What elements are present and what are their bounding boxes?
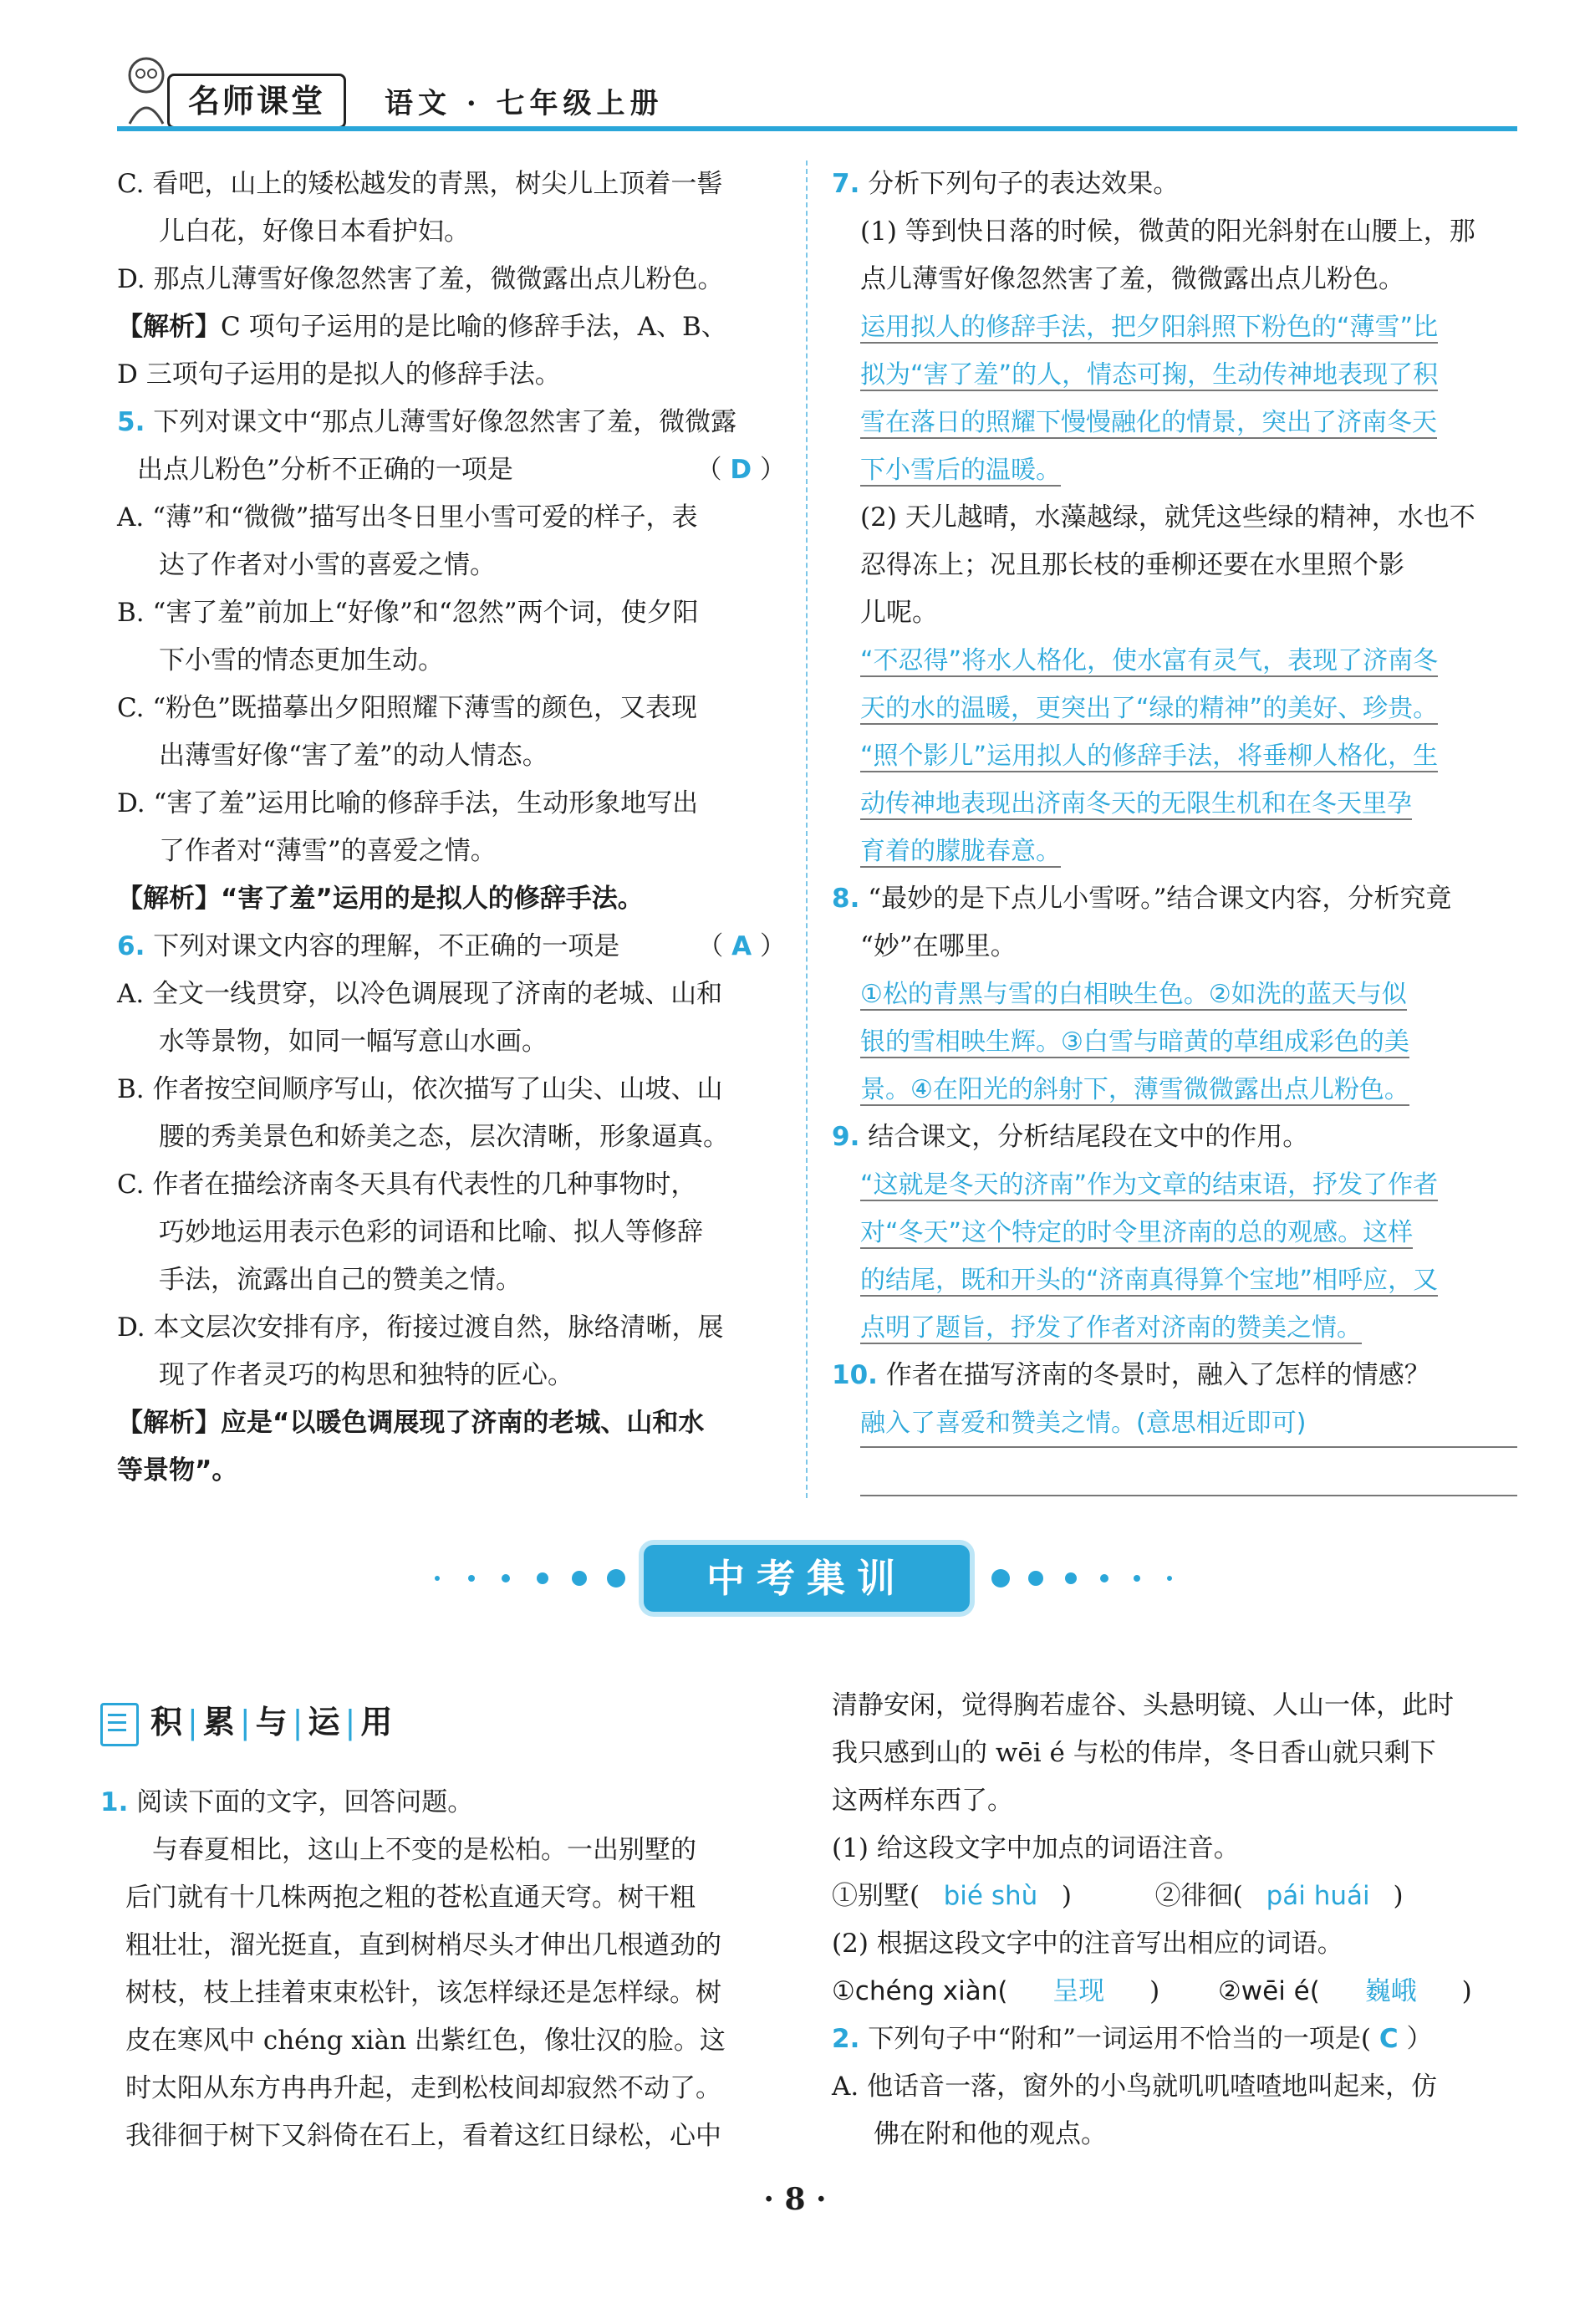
passage-line: 我只感到山的 wēi é 与松的伟岸，冬日香山就只剩下 bbox=[832, 1738, 1436, 1768]
answer-weie: 巍峨 bbox=[1364, 1976, 1417, 2006]
sub-question-2-answers: ①chéng xiàn( 呈现 ) ②wēi é( 巍峨 ) bbox=[832, 1968, 1517, 2016]
answer-paihuai: pái huái bbox=[1266, 1881, 1370, 1911]
banner-dot bbox=[607, 1569, 625, 1588]
banner-dot bbox=[991, 1569, 1010, 1588]
answer-line: “这就是冬天的济南”作为文章的结束语，抒发了作者 bbox=[860, 1170, 1439, 1200]
reading-passage-cont bbox=[832, 1682, 1517, 1825]
q6-answer: A bbox=[731, 931, 752, 961]
banner-title: 中考集训 bbox=[644, 1545, 970, 1612]
q7-answer2 bbox=[832, 637, 1517, 875]
answer-line: “照个影儿”运用拟人的修辞手法，将垂柳人格化，生 bbox=[860, 742, 1439, 771]
q7-sentence1: (1) 等到快日落的时候，微黄的阳光斜射在山腰上，那 bbox=[860, 217, 1475, 247]
answer-chengxian: 呈现 bbox=[1052, 1976, 1105, 2006]
q5-option-c-cont: 出薄雪好像“害了羞”的动人情态。 bbox=[159, 741, 548, 771]
answer-line: 拟为“害了羞”的人，情态可掬，生动传神地表现了积 bbox=[860, 360, 1439, 390]
answer-line: 育着的朦胧春意。 bbox=[860, 837, 1061, 866]
q10-stem: 10. 作者在描写济南的冬景时，融入了怎样的情感？ bbox=[832, 1360, 1430, 1390]
column-divider bbox=[806, 161, 808, 1498]
banner-dot bbox=[502, 1574, 510, 1582]
banner-dot bbox=[1167, 1576, 1172, 1581]
answer-line: ①松的青黑与雪的白相映生色。②如洗的蓝天与似 bbox=[860, 980, 1407, 1009]
q9-stem: 9. 结合课文，分析结尾段在文中的作用。 bbox=[832, 1122, 1309, 1152]
q10-answer-area bbox=[832, 1399, 1517, 1496]
q9-answer bbox=[832, 1161, 1517, 1352]
q7-stem: 7. 分析下列句子的表达效果。 bbox=[832, 169, 1180, 199]
answer-line: 天的水的温暖，更突出了“绿的精神”的美好、珍贵。 bbox=[860, 694, 1439, 723]
banner-dot bbox=[435, 1576, 440, 1581]
q2-option-a: A. 他话音一落，窗外的小鸟就叽叽喳喳地叫起来，仿 bbox=[832, 2072, 1438, 2102]
section-banner bbox=[0, 1538, 1590, 1630]
q8-answer bbox=[832, 971, 1517, 1114]
q6-option-a: A. 全文一线贯穿，以冷色调展现了济南的老城、山和 bbox=[117, 979, 723, 1009]
banner-dot bbox=[1100, 1574, 1108, 1582]
q7-sentence2-cont1: 忍得冻上；况且那长枝的垂柳还要在水里照个影 bbox=[860, 550, 1404, 580]
page-number: · 8 · bbox=[763, 2182, 827, 2217]
q4-analysis-cont: D 三项句子运用的是拟人的修辞手法。 bbox=[117, 359, 561, 390]
passage-line: 我徘徊于树下又斜倚在石上，看着这红日绿松，心中 bbox=[125, 2121, 721, 2151]
section-heading: 积 | 累 | 与 | 运 | 用 bbox=[100, 1697, 392, 1747]
q8-stem: 8. “最妙的是下点儿小雪呀。”结合课文内容，分析究竟 bbox=[832, 884, 1452, 914]
answer-line: 银的雪相映生辉。③白雪与暗黄的草组成彩色的美 bbox=[860, 1027, 1409, 1057]
q4-option-c-cont: 儿白花，好像日本看护妇。 bbox=[159, 217, 470, 247]
q10-blank-line bbox=[860, 1448, 1517, 1496]
answer-line: 点明了题旨，抒发了作者对济南的赞美之情。 bbox=[860, 1313, 1362, 1343]
passage-line: 后门就有十几株两抱之粗的苍松直通天穹。树干粗 bbox=[125, 1883, 696, 1913]
notebook-icon bbox=[100, 1703, 139, 1746]
q6-option-d: D. 本文层次安排有序，衔接过渡自然，脉络清晰，展 bbox=[117, 1312, 724, 1343]
q5-option-d-cont: 了作者对“薄雪”的喜爱之情。 bbox=[159, 836, 497, 866]
passage-line: 与春夏相比，这山上不变的是松柏。一出别墅的 bbox=[152, 1835, 696, 1865]
left-column bbox=[117, 161, 786, 1495]
answer-line: 运用拟人的修辞手法，把夕阳斜照下粉色的“薄雪”比 bbox=[860, 313, 1439, 342]
q7-sentence1-cont: 点儿薄雪好像忽然害了羞，微微露出点儿粉色。 bbox=[860, 264, 1404, 294]
q5-option-a: A. “薄”和“微微”描写出冬日里小雪可爱的样子，表 bbox=[117, 502, 698, 533]
lower-right-column bbox=[832, 1682, 1517, 2158]
q7-sentence2-cont2: 儿呢。 bbox=[860, 598, 938, 628]
q5-option-b: B. “害了羞”前加上“好像”和“忽然”两个词，使夕阳 bbox=[117, 598, 699, 628]
q2-stem: 2. 下列句子中“附和”一词运用不恰当的一项是( C ） bbox=[832, 2024, 1433, 2054]
q2-answer: C bbox=[1379, 2024, 1399, 2054]
q4-analysis: 【解析】C 项句子运用的是比喻的修辞手法，A、B、 bbox=[117, 312, 727, 342]
passage-line: 清静安闲，觉得胸若虚谷、头悬明镜、人山一体，此时 bbox=[832, 1690, 1454, 1720]
q6-analysis: 【解析】应是“以暖色调展现了济南的老城、山和水 bbox=[117, 1408, 705, 1438]
q4-option-c: C. 看吧，山上的矮松越发的青黑，树尖儿上顶着一髻 bbox=[117, 169, 723, 199]
q1-stem: 1. 阅读下面的文字，回答问题。 bbox=[100, 1787, 474, 1817]
q6-option-c-cont1: 巧妙地运用表示色彩的词语和比喻、拟人等修辞 bbox=[159, 1217, 703, 1247]
q6-option-c: C. 作者在描绘济南冬天具有代表性的几种事物时， bbox=[117, 1170, 697, 1200]
banner-dot bbox=[468, 1575, 475, 1582]
banner-dot bbox=[537, 1572, 548, 1584]
q5-option-b-cont: 下小雪的情态更加生动。 bbox=[159, 645, 444, 675]
passage-line: 皮在寒风中 chéng xiàn 出紫红色，像壮汉的脸。这 bbox=[125, 2026, 726, 2056]
answer-line: “不忍得”将水人格化，使水富有灵气，表现了济南冬 bbox=[860, 646, 1439, 675]
answer-line: 对“冬天”这个特定的时令里济南的总的观感。这样 bbox=[860, 1218, 1414, 1247]
passage-line: 粗壮壮，溜光挺直，直到树梢尽头才伸出几根遒劲的 bbox=[125, 1930, 721, 1960]
sub-question-1-answers: ①别墅( bié shù ) ②徘徊( pái huái ) bbox=[832, 1873, 1517, 1920]
q7-sentence2: (2) 天儿越晴，水藻越绿，就凭这些绿的精神，水也不 bbox=[860, 502, 1475, 533]
q6-option-b: B. 作者按空间顺序写山，依次描写了山尖、山坡、山 bbox=[117, 1074, 723, 1104]
banner-dot bbox=[572, 1571, 587, 1586]
passage-line: 这两样东西了。 bbox=[832, 1786, 1013, 1816]
passage-line: 树枝，枝上挂着束束松针，该怎样绿还是怎样绿。树 bbox=[125, 1978, 721, 2008]
passage-line: 时太阳从东方冉冉升起，走到松枝间却寂然不动了。 bbox=[125, 2073, 721, 2103]
answer-line: 下小雪后的温暖。 bbox=[860, 456, 1061, 485]
banner-dot bbox=[1134, 1575, 1140, 1582]
q6-stem: 6. 下列对课文内容的理解，不正确的一项是 （ A ） bbox=[117, 931, 786, 961]
banner-dot bbox=[1028, 1571, 1043, 1586]
answer-bieshu: bié shù bbox=[943, 1881, 1038, 1911]
q5-option-c: C. “粉色”既描摹出夕阳照耀下薄雪的颜色，又表现 bbox=[117, 693, 698, 723]
q6-option-a-cont: 水等景物，如同一幅写意山水画。 bbox=[159, 1027, 548, 1057]
banner-dot bbox=[1065, 1572, 1077, 1584]
q5-answer: D bbox=[730, 455, 752, 485]
q2-option-a-cont: 佛在附和他的观点。 bbox=[874, 2119, 1107, 2149]
q6-analysis-cont: 等景物”。 bbox=[117, 1455, 238, 1486]
lower-left-column bbox=[100, 1779, 786, 2160]
q10-answer: 融入了喜爱和赞美之情。(意思相近即可) bbox=[860, 1399, 1517, 1448]
q6-option-d-cont: 现了作者灵巧的构思和独特的匠心。 bbox=[159, 1360, 573, 1390]
sub-question-1: (1) 给这段文字中加点的词语注音。 bbox=[832, 1833, 1240, 1863]
q4-option-d: D. 那点儿薄雪好像忽然害了羞，微微露出点儿粉色。 bbox=[117, 264, 724, 294]
answer-line: 雪在落日的照耀下慢慢融化的情景，突出了济南冬天 bbox=[860, 408, 1437, 437]
q5-option-a-cont: 达了作者对小雪的喜爱之情。 bbox=[159, 550, 496, 580]
answer-line: 的结尾，既和开头的“济南真得算个宝地”相呼应，又 bbox=[860, 1266, 1439, 1295]
page-header bbox=[0, 0, 1590, 134]
right-column bbox=[832, 161, 1517, 1496]
q5-stem: 5. 下列对课文中“那点儿薄雪好像忽然害了羞，微微露 bbox=[117, 407, 737, 437]
q8-stem-cont: “妙”在哪里。 bbox=[860, 931, 1017, 961]
q5-stem-cont: 出点儿粉色”分析不正确的一项是 （ D ） bbox=[137, 455, 786, 485]
q5-analysis: 【解析】“害了羞”运用的是拟人的修辞手法。 bbox=[117, 884, 644, 914]
answer-line: 动传神地表现出济南冬天的无限生机和在冬天里孕 bbox=[860, 789, 1412, 818]
q7-answer1 bbox=[832, 303, 1517, 494]
brand-title: 名师课堂 bbox=[167, 74, 346, 129]
reading-passage bbox=[100, 1827, 786, 2160]
header-rule bbox=[117, 126, 1517, 131]
q6-option-b-cont: 腰的秀美景色和娇美之态，层次清晰，形象逼真。 bbox=[159, 1122, 729, 1152]
q6-option-c-cont2: 手法，流露出自己的赞美之情。 bbox=[159, 1265, 522, 1295]
q5-option-d: D. “害了羞”运用比喻的修辞手法，生动形象地写出 bbox=[117, 788, 699, 818]
answer-line: 景。④在阳光的斜射下，薄雪微微露出点儿粉色。 bbox=[860, 1075, 1409, 1104]
subject-title: 语文 · 七年级上册 bbox=[385, 87, 664, 120]
sub-question-2: (2) 根据这段文字中的注音写出相应的词语。 bbox=[832, 1929, 1343, 1959]
